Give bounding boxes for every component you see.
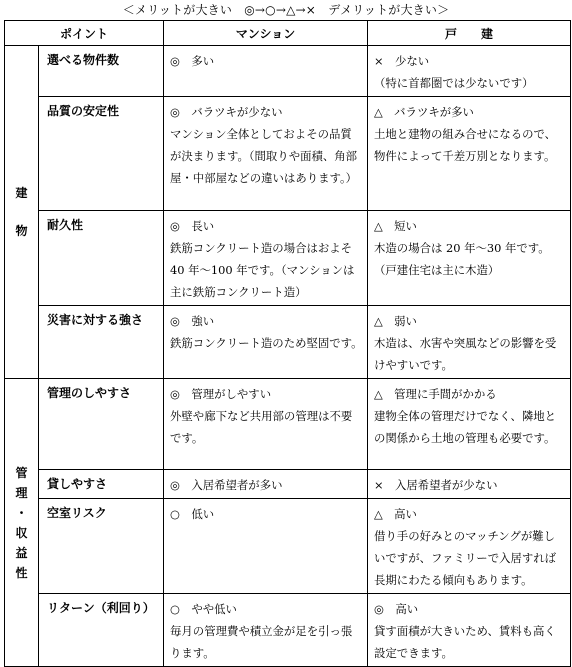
mansion-cell [164,499,368,594]
rating-text: ◎ 管理がしやすい [170,387,272,401]
house-cell [368,46,571,97]
point-label: 品質の安定性 [39,97,164,211]
mansion-cell [164,306,368,379]
house-cell [368,470,571,499]
note-text: 建物全体の管理だけでなく、隣地との関係から土地の管理も必要です。 [374,409,557,445]
note-text: 鉄筋コンクリート造のため堅固です。 [170,336,363,350]
point-label: 貸しやすさ [39,470,164,499]
point-label: 災害に対する強さ [39,306,164,379]
rating-text: ◎ 入居希望者が多い [170,478,283,492]
header-point: ポイント [5,21,164,46]
house-cell [368,211,571,306]
note-text: （特に首都圏では少ないです） [374,76,534,90]
table-row [5,470,571,499]
house-cell [368,499,571,594]
house-cell [368,97,571,211]
point-label: リターン（利回り） [39,594,164,667]
header-row [5,21,571,46]
rating-text: △ 短い [374,219,417,233]
note-text: マンション全体としておよその品質が決まります。（間取りや面積、角部屋・中部屋などの違いはあります。） [170,127,358,185]
note-text: 借り手の好みとのマッチングが難しいですが、ファミリーで入居すれば長期にわたる傾向もあります。 [374,529,557,587]
note-text: 木造の場合は 20 年～30 年です。（戸建住宅は主に木造） [374,241,550,277]
rating-text: ◎ バラツキが少ない [170,105,283,119]
point-label: 選べる物件数 [39,46,164,97]
point-label: 耐久性 [39,211,164,306]
rating-text: ◎ 強い [170,314,215,328]
mansion-cell [164,46,368,97]
house-cell [368,594,571,667]
note-text: 外壁や廊下など共用部の管理は不要です。 [170,409,353,445]
note-text: 土地と建物の組み合せになるので、物件によって千差万別となります。 [374,127,557,163]
rating-text: △ 弱い [374,314,417,328]
mansion-cell [164,379,368,470]
table-row [5,499,571,594]
rating-text: × 少ない [374,54,430,68]
table-row [5,379,571,470]
rating-text: △ 高い [374,507,417,521]
rating-text: △ 管理に手間がかかる [374,387,497,401]
house-cell [368,306,571,379]
group-label-building: 建 物 [5,46,39,379]
mansion-cell [164,97,368,211]
rating-text: △ バラツキが多い [374,105,474,119]
comparison-table [4,20,571,667]
house-cell [368,379,571,470]
note-text: 鉄筋コンクリート造の場合はおよそ 40 年～100 年です。（マンションは主に鉄筋コンクリート造） [170,241,355,299]
note-text: 貸す面積が大きいため、賃料も高く設定できます。 [374,624,556,660]
table-row [5,46,571,97]
rating-text: ◎ 多い [170,54,215,68]
rating-text: ○ 低い [170,507,215,521]
mansion-cell [164,211,368,306]
rating-text: ◎ 高い [374,602,419,616]
table-row [5,594,571,667]
mansion-cell [164,470,368,499]
note-text: 木造は、水害や突風などの影響を受けやすいです。 [374,336,557,372]
rating-text: ◎ 長い [170,219,215,233]
mansion-cell [164,594,368,667]
note-text: 毎月の管理費や積立金が足を引っ張ります。 [170,624,353,660]
point-label: 管理のしやすさ [39,379,164,470]
table-row [5,306,571,379]
table-caption: ＜メリットが大きい ◎→○→△→× デメリットが大きい＞ [122,3,450,17]
rating-text: × 入居希望者が少ない [374,478,498,492]
header-mansion: マンション [164,21,368,46]
point-label: 空室リスク [39,499,164,594]
header-house: 戸 建 [368,21,571,46]
rating-text: ○ やや低い [170,602,237,616]
group-label-management: 管 理 ・ 収 益 性 [5,379,39,667]
table-row [5,211,571,306]
table-row [5,97,571,211]
